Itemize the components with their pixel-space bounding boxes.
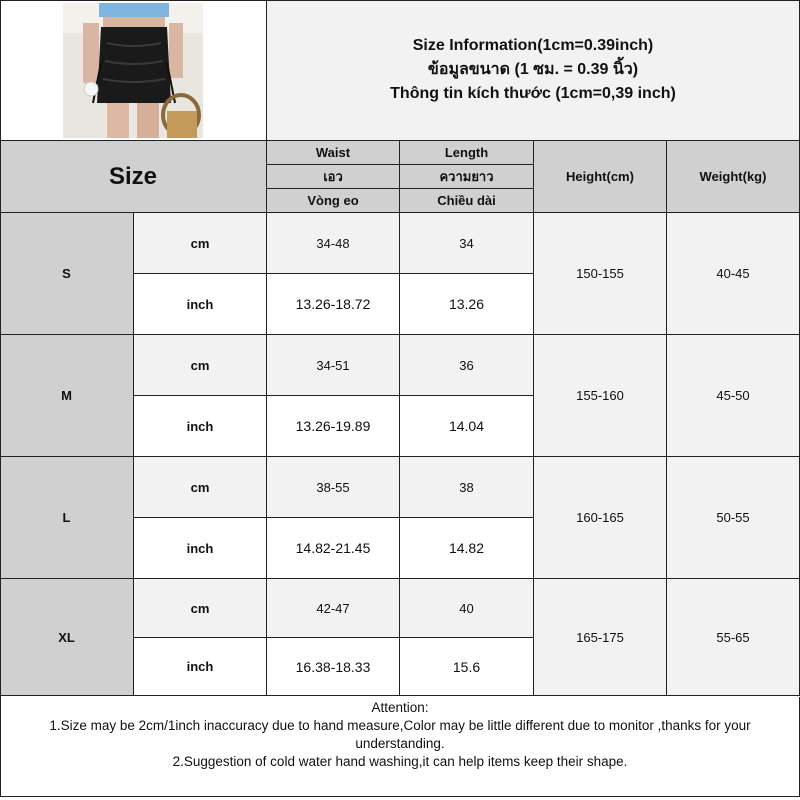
value: 14.82 — [448, 540, 485, 556]
waist-header-en — [267, 141, 400, 165]
attention-note-2: 2.Suggestion of cold water hand washing,it can help items keep their shape. — [172, 754, 628, 769]
attention-note-1: 1.Size may be 2cm/1inch inaccuracy due to hand measure,Color may be little different due to monitor ,thanks for your understanding. — [49, 718, 751, 751]
unit-cm — [134, 457, 267, 518]
length-header-vi — [400, 189, 534, 213]
length-label-th: ความยาว — [439, 169, 494, 184]
unit-cm — [134, 213, 267, 274]
waist-inch — [267, 274, 400, 335]
weight-cell — [667, 213, 800, 335]
value: 14.04 — [448, 418, 485, 434]
weight-cell — [667, 335, 800, 457]
unit-inch — [134, 396, 267, 457]
title-vietnamese: Thông tin kích thước (1cm=0,39 inch) — [390, 85, 676, 102]
size-cell-xl — [0, 579, 134, 696]
length-cm — [400, 457, 534, 518]
waist-header-vi — [267, 189, 400, 213]
length-inch — [400, 518, 534, 579]
value: 38-55 — [316, 479, 350, 495]
waist-cm — [267, 213, 400, 274]
value: 14.82-21.45 — [295, 540, 371, 556]
attention-notes — [0, 697, 800, 797]
value: 16.38-18.33 — [295, 658, 371, 675]
value: 13.26-19.89 — [295, 418, 371, 434]
weight-label: Weight(kg) — [699, 169, 767, 184]
length-cm — [400, 579, 534, 638]
unit-label: inch — [186, 296, 214, 312]
waist-label-th: เอว — [323, 169, 343, 184]
size-cell-s — [0, 213, 134, 335]
size-info-title — [267, 0, 800, 141]
unit-inch — [134, 518, 267, 579]
weight-header — [667, 141, 800, 213]
waist-inch — [267, 396, 400, 457]
title-thai: ข้อมูลขนาด (1 ซม. = 0.39 นิ้ว) — [427, 61, 639, 78]
length-inch — [400, 274, 534, 335]
product-photo-cell — [0, 0, 267, 141]
size-label: XL — [58, 629, 75, 645]
unit-label: inch — [186, 540, 214, 556]
size-cell-l — [0, 457, 134, 579]
value: 38 — [459, 479, 474, 495]
value: 155-160 — [576, 388, 624, 403]
attention-heading: Attention: — [371, 700, 429, 715]
height-cell — [534, 213, 667, 335]
value: 15.6 — [452, 658, 481, 675]
unit-label: cm — [190, 479, 210, 495]
size-label: S — [62, 266, 71, 281]
title-english: Size Information(1cm=0.39inch) — [412, 37, 654, 54]
length-header-th — [400, 165, 534, 189]
value: 42-47 — [316, 600, 350, 616]
unit-cm — [134, 579, 267, 638]
value: 165-175 — [576, 629, 624, 645]
length-label-en: Length — [444, 145, 489, 160]
value: 36 — [459, 357, 474, 373]
weight-cell — [667, 457, 800, 579]
value: 34-51 — [316, 357, 350, 373]
value: 45-50 — [716, 388, 750, 403]
size-label: L — [62, 510, 71, 525]
value: 40 — [459, 600, 474, 616]
value: 50-55 — [716, 510, 750, 525]
height-label: Height(cm) — [566, 169, 634, 184]
length-header-en — [400, 141, 534, 165]
unit-label: inch — [186, 659, 214, 674]
length-cm — [400, 213, 534, 274]
size-header-label: Size — [108, 162, 158, 190]
unit-inch — [134, 274, 267, 335]
waist-inch — [267, 518, 400, 579]
unit-label: cm — [190, 600, 210, 616]
value: 150-155 — [576, 266, 624, 281]
value: 55-65 — [716, 629, 750, 645]
unit-label: cm — [190, 357, 210, 373]
length-inch — [400, 396, 534, 457]
length-cm — [400, 335, 534, 396]
height-header — [534, 141, 667, 213]
waist-cm — [267, 335, 400, 396]
waist-cm — [267, 579, 400, 638]
waist-inch — [267, 638, 400, 696]
value: 13.26 — [448, 296, 485, 312]
size-label: M — [61, 388, 72, 403]
unit-inch — [134, 638, 267, 696]
value: 34-48 — [316, 235, 350, 251]
size-cell-m — [0, 335, 134, 457]
value: 40-45 — [716, 266, 750, 281]
waist-label-en: Waist — [315, 145, 351, 160]
value: 160-165 — [576, 510, 624, 525]
waist-header-th — [267, 165, 400, 189]
waist-label-vi: Vòng eo — [307, 193, 359, 208]
weight-cell — [667, 579, 800, 696]
unit-cm — [134, 335, 267, 396]
size-header — [0, 141, 267, 213]
value: 34 — [459, 235, 474, 251]
length-inch — [400, 638, 534, 696]
unit-label: cm — [190, 235, 210, 251]
height-cell — [534, 457, 667, 579]
length-label-vi: Chiều dài — [437, 193, 496, 208]
waist-cm — [267, 457, 400, 518]
unit-label: inch — [186, 418, 214, 434]
height-cell — [534, 335, 667, 457]
product-photo — [63, 3, 203, 138]
value: 13.26-18.72 — [295, 296, 371, 312]
height-cell — [534, 579, 667, 696]
